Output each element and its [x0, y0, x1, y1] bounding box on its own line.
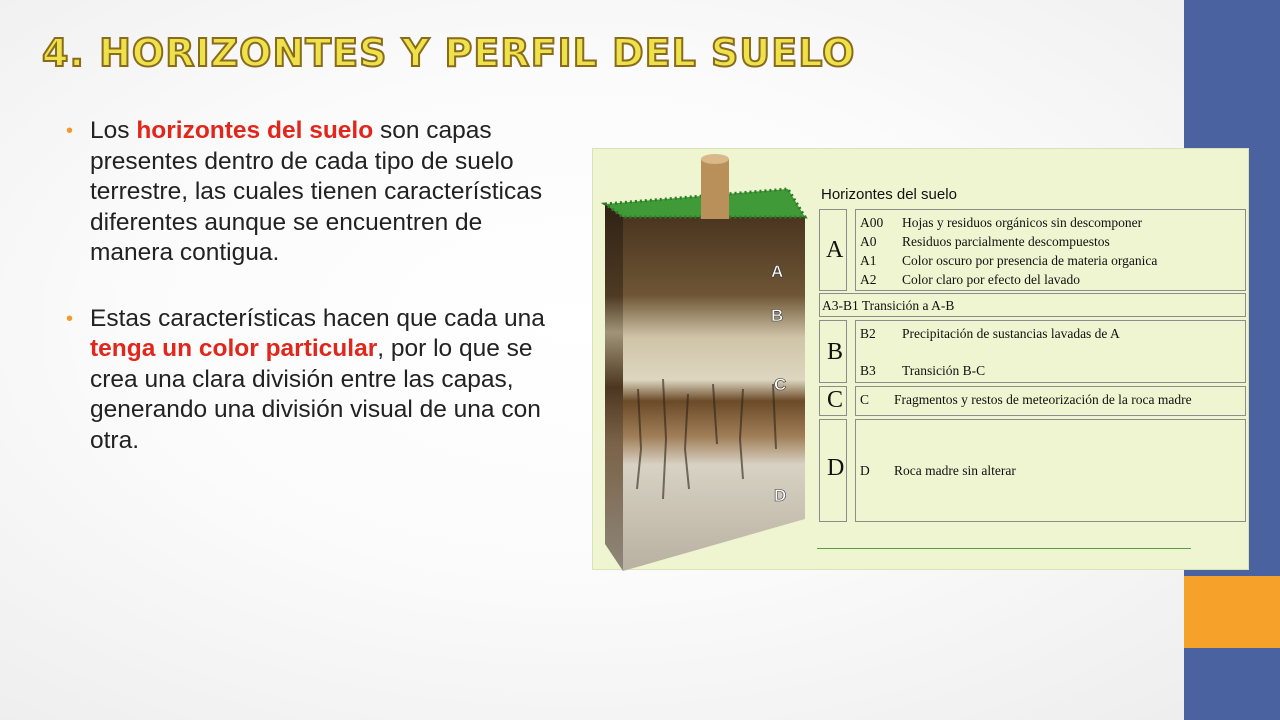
row-code: C: [860, 392, 870, 407]
horizon-row: [860, 326, 1120, 342]
row-desc: Color claro por efecto del lavado: [902, 272, 1081, 287]
transition-text-ab: A3-B1 Transición a A-B: [822, 298, 955, 313]
highlight-text: tenga un color particular: [90, 335, 378, 362]
soil-label-a: A: [771, 262, 784, 281]
soil-horizons-figure: [592, 148, 1249, 570]
horizon-letter-b: B: [827, 339, 844, 365]
horizon-row: [860, 363, 985, 379]
horizon-letter-c: C: [827, 387, 844, 413]
horizon-letter-a: A: [826, 237, 844, 263]
row-desc: Hojas y residuos orgánicos sin descomponer: [902, 215, 1143, 230]
horizon-row: [860, 463, 1016, 479]
bullet-text: , por lo que se crea una clara división entre las capas, generando una división visual de una con otra.: [90, 335, 541, 454]
row-desc: Fragmentos y restos de meteorización de la roca madre: [894, 392, 1192, 407]
row-desc: Roca madre sin alterar: [894, 463, 1016, 478]
figure-divider-line: [817, 548, 1191, 549]
row-code: B2: [860, 326, 876, 341]
row-desc: Residuos parcialmente descompuestos: [902, 234, 1110, 249]
row-code: D: [860, 463, 870, 478]
bullet-item-2: [66, 304, 566, 457]
row-code: B3: [860, 363, 876, 378]
row-code: A0: [860, 234, 877, 249]
soil-label-c: C: [774, 375, 787, 394]
horizon-row: [860, 392, 1192, 408]
row-code: A2: [860, 272, 877, 287]
bullet-text: son capas presentes dentro de cada tipo de suelo terrestre, las cuales tienen características diferentes aunque se encuentren de manera contigua.: [90, 117, 543, 266]
row-code: A00: [860, 215, 884, 230]
bullet-text: Los: [90, 117, 137, 144]
bullet-item-1: [66, 116, 566, 269]
horizon-letter-d: D: [827, 455, 845, 481]
horizon-row: [860, 215, 1142, 231]
bullet-text: Estas características hacen que cada una: [90, 304, 545, 332]
orange-accent-block: [1184, 576, 1280, 648]
soil-label-d: D: [774, 486, 787, 505]
slide-title: 4. HORIZONTES Y PERFIL DEL SUELO: [42, 31, 856, 75]
row-code: A1: [860, 253, 877, 268]
horizon-row: [860, 234, 1110, 250]
row-desc: Color oscuro por presencia de materia organica: [902, 253, 1158, 268]
highlight-text: horizontes del suelo: [136, 117, 374, 144]
figure-title: Horizontes del suelo: [821, 186, 957, 203]
soil-profile-illustration: [593, 149, 818, 571]
horizon-row: [860, 272, 1080, 288]
bullet-list: [66, 116, 566, 491]
horizon-row: [860, 253, 1157, 269]
row-desc: Transición B-C: [902, 363, 986, 378]
row-desc: Precipitación de sustancias lavadas de A: [902, 326, 1120, 341]
soil-label-b: B: [771, 306, 784, 325]
